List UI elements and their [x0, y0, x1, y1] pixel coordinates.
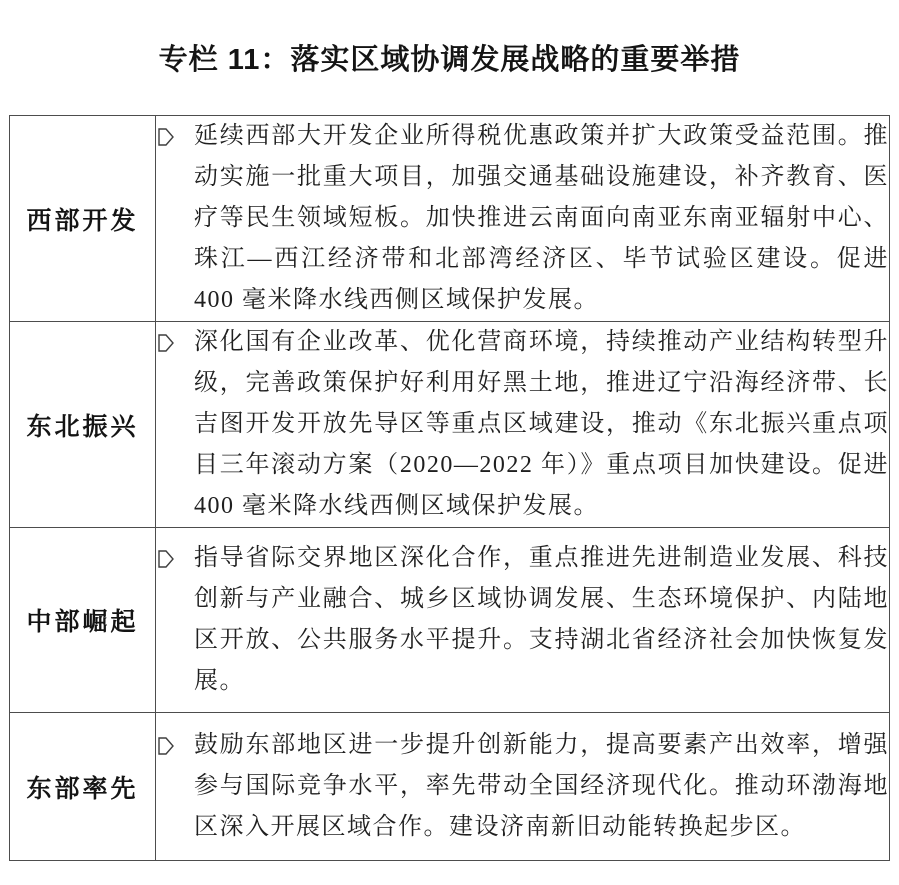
table-row: [10, 713, 890, 861]
row-label-dongbei-zhenxing: 东北振兴: [10, 322, 156, 528]
row-content-text: 指导省际交界地区深化合作，重点推进先进制造业发展、科技创新与产业融合、城乡区域协调发展、生态环境保护、内陆地区开放、公共服务水平提升。支持湖北省经济社会加快恢复发展。: [194, 545, 889, 694]
row-content-text: 延续西部大开发企业所得税优惠政策并扩大政策受益范围。推动实施一批重大项目，加强交通基础设施建设，补齐教育、医疗等民生领域短板。加快推进云南面向南亚东南亚辐射中心、珠江—西江经济带和北部湾经济区、毕节试验区建设。促进 400 毫米降水线西侧区域保护发展。: [194, 123, 889, 313]
measures-table: [9, 115, 890, 861]
row-label-dongbu-shuaixian: 东部率先: [10, 713, 156, 861]
table-row: [10, 322, 890, 528]
row-content-text: 鼓励东部地区进一步提升创新能力，提高要素产出效率，增强参与国际竞争水平，率先带动全国经济现代化。推动环渤海地区深入开展区域合作。建设济南新旧动能转换起步区。: [194, 732, 889, 840]
page-title: 专栏 11：落实区域协调发展战略的重要举措: [158, 44, 741, 76]
arrow-right-icon: [156, 734, 178, 758]
row-content-cell: [156, 116, 890, 322]
table-row: [10, 528, 890, 713]
arrow-right-icon: [156, 331, 178, 355]
row-label-xibu-kaifa: 西部开发: [10, 116, 156, 322]
row-content-text: 深化国有企业改革、优化营商环境，持续推动产业结构转型升级，完善政策保护好利用好黑土地，推进辽宁沿海经济带、长吉图开发开放先导区等重点区域建设，推动《东北振兴重点项目三年滚动方案（2020—2022 年）》重点项目加快建设。促进 400 毫米降水线西侧区域保护发展。: [194, 329, 889, 519]
table-row: [10, 116, 890, 322]
row-label-zhongbu-jueqi: 中部崛起: [10, 528, 156, 713]
row-content-cell: [156, 713, 890, 861]
arrow-right-icon: [156, 547, 178, 571]
row-content-cell: [156, 528, 890, 713]
row-content-cell: [156, 322, 890, 528]
arrow-right-icon: [156, 125, 178, 149]
